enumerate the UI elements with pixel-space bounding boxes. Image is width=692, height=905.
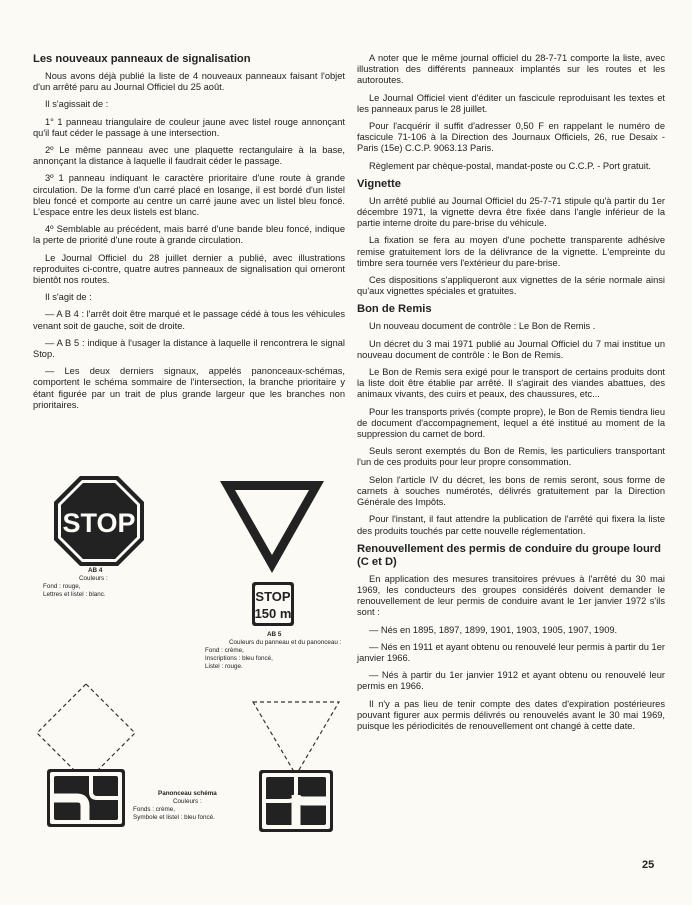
paragraph: — Les deux derniers signaux, appelés panonceaux-schémas, comportent le schéma sommaire de l'intersection, la branche prioritaire y étant figurée par un trait de plus grande largeur que les branches non prioritaires. [33, 366, 345, 410]
paragraph: — A B 4 : l'arrêt doit être marqué et le passage cédé à tous les véhicules venant soit de gauche, soit de droite. [33, 309, 345, 331]
paragraph: Selon l'article IV du décret, les bons de remis seront, sous forme de carnets à souches numérotés, délivrés gratuitement par la Direction Générale des Impôts. [357, 474, 665, 508]
stop-sign-text: STOP [62, 508, 136, 538]
caption-panonceau: Panonceau schéma Couleurs : Fonds : crème, Symbole et listel : bleu foncé. [133, 790, 217, 821]
paragraph: Ces dispositions s'appliqueront aux vignettes de la série normale ainsi qu'aux vignettes spéciales et gratuites. [357, 275, 665, 297]
paragraph: Un décret du 3 mai 1971 publié au Journal Officiel du 7 mai institue un nouveau document de contrôle : le Bon de Remis. [357, 338, 665, 360]
paragraph: Le Bon de Remis sera exigé pour le transport de certains produits dont la liste doit être établie par arrêté. Il s'agirait des viandes abattues, des animaux vivants, des cuirs et peaux, des chaussures, etc... [357, 367, 665, 400]
paragraph: Le Journal Officiel vient d'éditer un fascicule reproduisant les textes et les panneaux parus le 28 juillet. [357, 92, 665, 114]
paragraph: Il s'agissait de : [45, 99, 109, 110]
paragraph: Le Journal Officiel du 28 juillet dernier a publié, avec illustrations reproduites ci-contre, quatre autres panneaux de signalisation qui orneront bientôt nos routes. [33, 252, 345, 286]
left-column [33, 53, 345, 417]
paragraph: A noter que le même journal officiel du 28-7-71 comporte la liste, avec illustration des différents panneaux implantés sur les routes et les autoroutes. [357, 53, 665, 86]
yield-sign-ab5 [217, 478, 327, 630]
paragraph: Un arrêté publié au Journal Officiel du 25-7-71 stipule qu'à partir du 1er décembre 1971, la vignette devra être fixée dans l'angle inférieur de la partie interne droite du pare-brise du véhicule. [357, 195, 665, 229]
paragraph: Pour les transports privés (compte propre), le Bon de Remis tiendra lieu de document d'accompagnement, lequel a été institué au moment de la suppression du carnet de bord. [357, 406, 665, 440]
paragraph: Il n'y a pas lieu de tenir compte des dates d'expiration postérieures pouvant figurer aux permis délivrés ou renouvelés avant le 30 mai 1969, puisque les périodicités de renouvellement ont changé à cette date. [357, 698, 665, 731]
right-column [357, 53, 665, 738]
paragraph: La fixation se fera au moyen d'une pochette transparente adhésive remise gratuitement lors de la délivrance de la vignette. L'empreinte du timbre sera tournée vers l'extérieur du pare-brise. [357, 235, 665, 268]
paragraph: Il s'agit de : [45, 292, 92, 303]
section-heading-bon-de-remis: Bon de Remis [357, 303, 432, 316]
paragraph: En application des mesures transitoires prévues à l'arrêté du 30 mai 1969, les conducteurs des groupes considérés doivent demander le renouvellement de leur permis de conduire avant le 1er janvier 1972 s'ils sont : [357, 573, 665, 618]
paragraph: 4º Semblable au précédent, mais barré d'une bande bleu foncé, indique la perte de priorité d'une route à grande circulation. [33, 224, 345, 246]
paragraph: Pour l'acquérir il suffit d'adresser 0,50 F en rappelant le numéro de fascicule 71-106 à la Direction des Journaux Officiels, 26, rue Desaix - Paris (15e) C.C.P. 9063.13 Paris. [357, 121, 665, 154]
paragraph: Règlement par chèque-postal, mandat-poste ou C.C.P. - Port gratuit. [369, 160, 651, 171]
paragraph: — Nés en 1895, 1897, 1899, 1901, 1903, 1905, 1907, 1909. [369, 624, 618, 635]
paragraph: 3º 1 panneau indiquant le caractère prioritaire d'une route à grande circulation. De la forme d'un carré placé en losange, il est bordé d'un listel bleu foncé et comporte au centre un carré jaune avec un listel bleu foncé. L'espace entre les deux listels est blanc. [33, 173, 345, 218]
paragraph: — A B 5 : indique à l'usager la distance à laquelle il rencontrera le signal Stop. [33, 337, 345, 360]
paragraph: — Nés à partir du 1er janvier 1912 et ayant obtenu ou renouvelé leur permis en 1966. [357, 670, 665, 692]
article-heading-panneaux: Les nouveaux panneaux de signalisation [33, 53, 251, 65]
stop-sign-ab4 [52, 474, 146, 568]
paragraph: 2º Le même panneau avec une plaquette rectangulaire à la base, annonçant la distance à laquelle il faudrait céder le passage. [33, 145, 345, 167]
paragraph: Pour l'instant, il faut attendre la publication de l'arrêté qui fixera la liste des produits touchés par cette nouvelle réglementation. [357, 514, 665, 536]
section-heading-vignette: Vignette [357, 177, 401, 190]
paragraph: — Nés en 1911 et ayant obtenu ou renouvelé leur permis à partir du 1er janvier 1966. [357, 641, 665, 663]
paragraph: Nous avons déjà publié la liste de 4 nouveaux panneaux faisant l'objet d'un arrêté paru au Journal Officiel du 25 août. [33, 71, 345, 93]
priority-diamond-panonceau [33, 681, 139, 831]
paragraph: Seuls seront exemptés du Bon de Remis, les particuliers transportant l'un de ces produits pour leur propre consommation. [357, 446, 665, 468]
paragraph: 1° 1 panneau triangulaire de couleur jaune avec listel rouge annonçant qu'il faut céder le passage à une intersection. [33, 116, 345, 138]
plate-distance-text: 150 m [254, 606, 292, 621]
caption-ab5: AB 5 Couleurs du panneau et du panonceau : Fond : crème, Inscriptions : bleu foncé, Listel : rouge. [205, 631, 342, 670]
section-heading-permis: Renouvellement des permis de conduire du groupe lourd (C et D) [357, 542, 661, 568]
page-number: 25 [642, 859, 655, 871]
plate-stop-text: STOP [255, 589, 291, 604]
yield-triangle-panonceau [250, 698, 342, 836]
caption-ab4: AB 4 Couleurs : Fond : rouge, Lettres et listel : blanc. [43, 567, 108, 598]
paragraph: Un nouveau document de contrôle : Le Bon de Remis . [369, 321, 596, 332]
